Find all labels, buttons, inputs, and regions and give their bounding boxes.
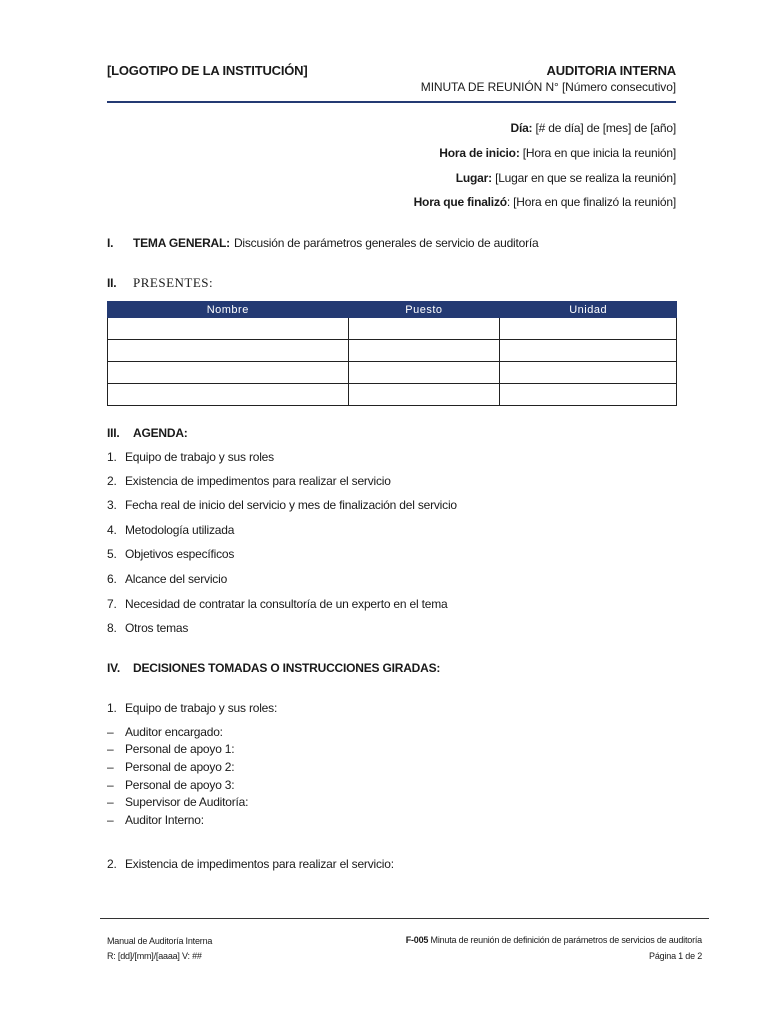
meta-end-label: Hora que finalizó <box>413 195 507 209</box>
list-text: Objetivos específicos <box>125 547 235 561</box>
list-text: Existencia de impedimentos para realizar el servicio: <box>125 857 394 871</box>
list-text: Fecha real de inicio del servicio y mes de finalización del servicio <box>125 498 457 512</box>
document-title: AUDITORIA INTERNA <box>546 63 676 78</box>
meta-start-time <box>439 146 676 160</box>
dash-bullet: – <box>107 760 114 774</box>
list-number: 1. <box>107 701 117 715</box>
role-label: Auditor Interno: <box>125 813 204 827</box>
section-title: DECISIONES TOMADAS O INSTRUCCIONES GIRADAS: <box>133 661 441 675</box>
section-decisiones <box>107 661 440 675</box>
footer-page-number: Página 1 de 2 <box>649 951 702 961</box>
footer-divider <box>100 918 709 919</box>
table-cell[interactable] <box>348 384 500 406</box>
meta-start-label: Hora de inicio: <box>439 146 520 160</box>
role-item <box>107 742 234 756</box>
list-item <box>107 498 457 512</box>
table-cell[interactable] <box>500 318 677 340</box>
list-item <box>107 701 277 715</box>
table-cell[interactable] <box>108 362 349 384</box>
role-label: Personal de apoyo 2: <box>125 760 235 774</box>
footer-form <box>406 935 702 945</box>
table-cell[interactable] <box>500 384 677 406</box>
section-general-text: Discusión de parámetros generales de servicio de auditoría <box>233 236 539 250</box>
table-row <box>108 362 677 384</box>
logo-placeholder: [LOGOTIPO DE LA INSTITUCIÓN] <box>107 63 308 78</box>
list-item <box>107 597 447 611</box>
table-row <box>108 340 677 362</box>
dash-bullet: – <box>107 725 114 739</box>
list-item <box>107 547 234 561</box>
list-text: Otros temas <box>125 621 189 635</box>
list-item <box>107 474 391 488</box>
list-number: 2. <box>107 474 117 488</box>
table-cell[interactable] <box>500 340 677 362</box>
section-general <box>107 236 539 250</box>
list-number: 8. <box>107 621 117 635</box>
list-text: Metodología utilizada <box>125 523 235 537</box>
table-header-row <box>108 302 677 318</box>
list-number: 4. <box>107 523 117 537</box>
dash-bullet: – <box>107 742 114 756</box>
list-text: Existencia de impedimentos para realizar el servicio <box>125 474 391 488</box>
meta-day-value: [# de día] de [mes] de [año] <box>532 121 676 135</box>
list-number: 7. <box>107 597 117 611</box>
role-item <box>107 778 234 792</box>
section-number: II. <box>107 276 117 290</box>
role-label: Supervisor de Auditoría: <box>125 795 249 809</box>
list-number: 5. <box>107 547 117 561</box>
list-number: 6. <box>107 572 117 586</box>
column-header-unidad: Unidad <box>500 302 677 318</box>
footer-form-code: F-005 <box>405 935 429 945</box>
list-item <box>107 621 188 635</box>
meta-day-label: Día: <box>510 121 533 135</box>
meta-start-value: [Hora en que inicia la reunión] <box>519 146 676 160</box>
footer-manual: Manual de Auditoría Interna <box>107 936 213 946</box>
dash-bullet: – <box>107 778 114 792</box>
list-text: Equipo de trabajo y sus roles: <box>125 701 278 715</box>
role-label: Personal de apoyo 3: <box>125 778 235 792</box>
section-number: I. <box>107 236 114 250</box>
section-number: III. <box>107 426 120 440</box>
column-header-nombre: Nombre <box>108 302 349 318</box>
column-header-puesto: Puesto <box>348 302 500 318</box>
list-item <box>107 572 227 586</box>
table-cell[interactable] <box>348 362 500 384</box>
list-item <box>107 857 394 871</box>
list-number: 2. <box>107 857 117 871</box>
table-cell[interactable] <box>108 318 349 340</box>
section-title: TEMA GENERAL: <box>133 236 230 250</box>
list-item <box>107 523 234 537</box>
role-label: Personal de apoyo 1: <box>125 742 235 756</box>
table-cell[interactable] <box>108 340 349 362</box>
footer-form-title: Minuta de reunión de definición de parámetros de servicios de auditoría <box>428 935 702 945</box>
section-presentes <box>107 275 213 291</box>
document-subtitle: MINUTA DE REUNIÓN N° [Número consecutivo] <box>420 80 676 94</box>
list-number: 3. <box>107 498 117 512</box>
footer-revision: R: [dd]/[mm]/[aaaa] V: ## <box>107 951 202 961</box>
list-text: Alcance del servicio <box>125 572 228 586</box>
role-label: Auditor encargado: <box>125 725 223 739</box>
list-text: Equipo de trabajo y sus roles <box>125 450 274 464</box>
role-item <box>107 795 248 809</box>
list-text: Necesidad de contratar la consultoría de un experto en el tema <box>125 597 448 611</box>
meta-end-value: : [Hora en que finalizó la reunión] <box>506 195 676 209</box>
role-item <box>107 725 223 739</box>
attendees-table <box>107 301 677 406</box>
table-row <box>108 384 677 406</box>
table-cell[interactable] <box>500 362 677 384</box>
section-title: PRESENTES: <box>133 275 214 290</box>
section-number: IV. <box>107 661 120 675</box>
meta-place <box>456 171 676 185</box>
meta-place-value: [Lugar en que se realiza la reunión] <box>491 171 676 185</box>
list-number: 1. <box>107 450 117 464</box>
table-row <box>108 318 677 340</box>
header-divider <box>107 101 676 103</box>
meta-day <box>510 121 676 135</box>
table-cell[interactable] <box>348 340 500 362</box>
dash-bullet: – <box>107 795 114 809</box>
role-item <box>107 760 234 774</box>
section-title: AGENDA: <box>133 426 188 440</box>
meta-end-time <box>414 195 676 209</box>
section-agenda <box>107 426 188 440</box>
dash-bullet: – <box>107 813 114 827</box>
list-item <box>107 450 274 464</box>
table-cell[interactable] <box>108 384 349 406</box>
table-cell[interactable] <box>348 318 500 340</box>
role-item <box>107 813 204 827</box>
meta-place-label: Lugar: <box>455 171 492 185</box>
